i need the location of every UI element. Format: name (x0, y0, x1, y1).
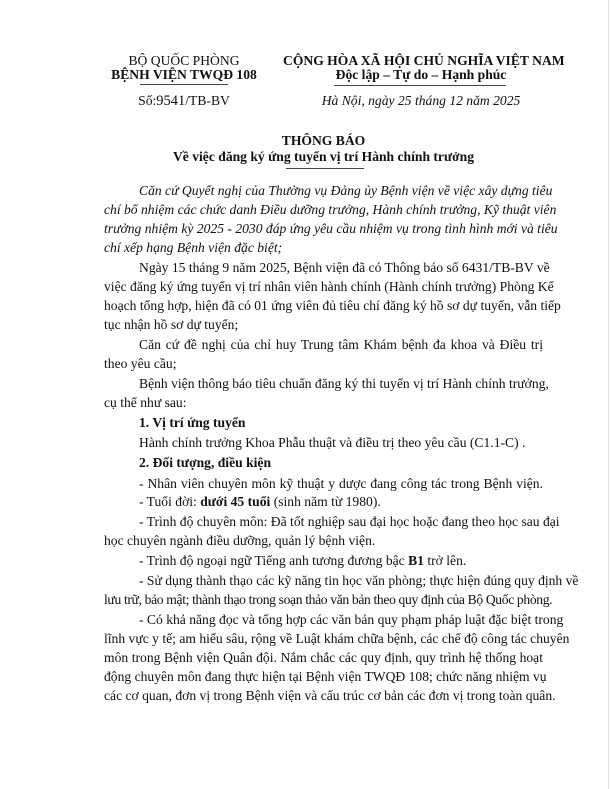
paragraph-1-text: Căn cứ Quyết nghị của Thường vụ Đảng ủy Bệnh viện về việc xây dựng tiêu (139, 183, 553, 198)
paragraph-2-line: hoạch tổng hợp, hiện đã có 01 ứng viên đủ tiêu chí đăng ký hồ sơ dự tuyển, vẫn tiếp (104, 298, 561, 313)
unit-underline (140, 84, 228, 85)
condition-item-3-line: - Trình độ chuyên môn: Đã tốt nghiệp sau đại học hoặc đang theo học sau đại (139, 514, 560, 529)
condition-item-3-line: học chuyên ngành điều dưỡng, quản lý bệnh viện. (104, 533, 376, 548)
condition-item-4 (139, 553, 466, 569)
condition-item-2 (139, 494, 381, 510)
condition-item-6-line: môn trong Bệnh viện Quân đội. Nắm chắc các quy định, quy trình hệ thống hoạt (104, 650, 543, 665)
section-1-heading: 1. Vị trí ứng tuyển (139, 415, 246, 430)
number-suffix: /TB-BV (185, 93, 230, 108)
page-edge (608, 0, 609, 789)
condition-item-6-line: lĩnh vực y tế; am hiểu sâu, rộng về Luật khám chữa bệnh, các chế độ công tác chuyên (104, 631, 570, 646)
condition-item-5-line: - Sử dụng thành thạo các kỹ năng tin học văn phòng; thực hiện đúng quy định về (139, 573, 579, 588)
paragraph-3-text: Căn cứ đề nghị của chỉ huy Trung tâm Khám bệnh đa khoa và Điều trị (139, 337, 543, 352)
condition-item-6-line: động chuyên môn đang thực hiện tại Bệnh viện TWQĐ 108; chức năng nhiệm vụ (104, 669, 547, 684)
paragraph-3-line (104, 337, 543, 353)
paragraph-2-text: Ngày 15 tháng 9 năm 2025, Bệnh viện đã có Thông báo số 6431/TB-BV về (139, 260, 550, 275)
paragraph-4-line: cụ thể như sau: (104, 395, 187, 410)
condition-item-5-line: lưu trữ, bảo mật; thành thạo trong soạn thảo văn bản theo quy định của Bộ Quốc phòng. (104, 592, 553, 607)
age-note: (sinh năm từ 1980). (270, 494, 381, 509)
document-title: THÔNG BÁO (281, 133, 366, 148)
paragraph-2-line (104, 260, 550, 276)
paragraph-2-line: việc đăng ký ứng tuyển vị trí nhân viên hành chính (Hành chính trưởng) Phòng Kế (104, 279, 554, 294)
section-1-text: Hành chính trưởng Khoa Phẫu thuật và điều trị theo yêu cầu (C1.1-C) . (139, 435, 526, 450)
document-number (108, 93, 260, 109)
age-limit: dưới 45 tuổi (200, 494, 271, 509)
ministry-name: BỘ QUỐC PHÒNG (128, 53, 240, 68)
number-value: 9541 (156, 93, 186, 109)
document-subtitle: Về việc đăng ký ứng tuyển vị trí Hành chính trưởng (172, 149, 475, 164)
number-prefix: Số: (138, 93, 157, 108)
paragraph-1-line (104, 183, 553, 199)
national-motto: Độc lập – Tự do – Hạnh phúc (335, 67, 507, 82)
paragraph-1-line: chí bổ nhiệm các chức danh Điều dưỡng trưởng, Hành chính trưởng, Kỹ thuật viên (104, 202, 557, 217)
paragraph-1-line: chí xếp hạng Bệnh viện đặc biệt; (104, 240, 283, 255)
condition-item-6-line: - Có khả năng đọc và tổng hợp các văn bản quy phạm pháp luật đặc biệt trong (139, 612, 564, 627)
section-2-heading: 2. Đối tượng, điều kiện (139, 455, 272, 470)
language-label: - Trình độ ngoại ngữ Tiếng anh tương đương bậc (139, 553, 409, 568)
language-note: trở lên. (423, 553, 467, 568)
title-underline (286, 168, 364, 169)
unit-name: BỆNH VIỆN TWQĐ 108 (111, 67, 257, 82)
paragraph-3-line: theo yêu cầu; (104, 356, 177, 371)
condition-item-6-line: các cơ quan, đơn vị trong Bệnh viện và cấu trúc cơ bản các đơn vị trong toàn quân. (104, 688, 556, 703)
place-date: Hà Nội, ngày 25 tháng 12 năm 2025 (321, 93, 521, 108)
condition-item-1: - Nhân viên chuyên môn kỹ thuật y dược đang công tác trong Bệnh viện. (139, 476, 543, 491)
age-label: - Tuổi đời: (139, 494, 201, 509)
motto-underline (334, 85, 506, 86)
paragraph-1-line: trưởng nhiệm kỳ 2025 - 2030 đáp ứng yêu cầu nhiệm vụ trong tình hình mới và tiêu (104, 221, 558, 236)
language-level: B1 (408, 553, 424, 568)
country-name: CỘNG HÒA XÃ HỘI CHỦ NGHĨA VIỆT NAM (283, 53, 565, 68)
paragraph-2-line: tục nhận hồ sơ dự tuyển; (104, 317, 239, 332)
paragraph-4-line: Bệnh viện thông báo tiêu chuẩn đăng ký thi tuyển vị trí Hành chính trưởng, (139, 376, 549, 391)
